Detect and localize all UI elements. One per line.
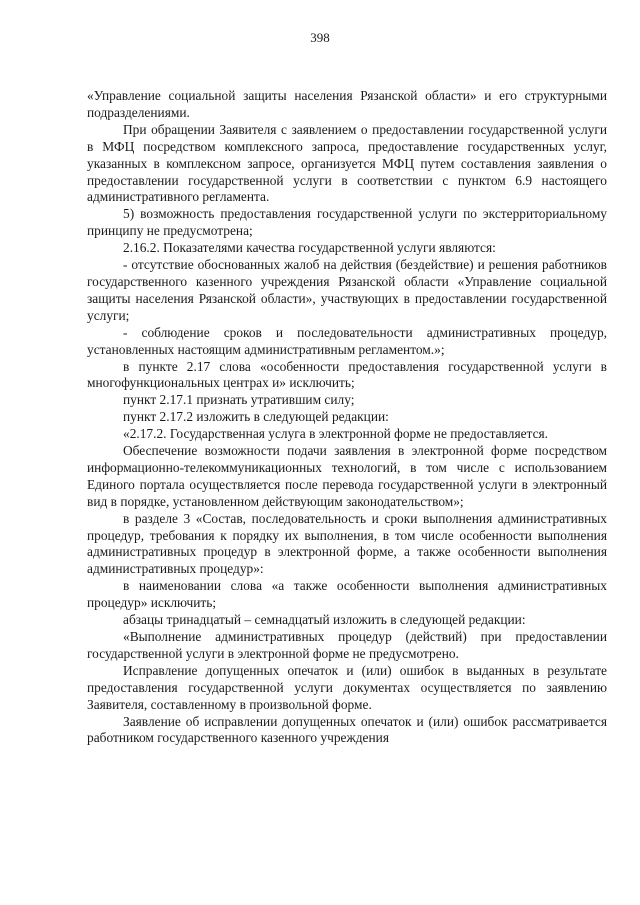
paragraph-2: При обращении Заявителя с заявлением о предоставлении государственной услуги в МФЦ посредством комплексного запроса, предоставление государственных услуг, указанных в комплексном запросе, организуется МФЦ путем составления заявления о предоставлении государственной услуги в соответствии с пунктом 6.9 настоящего административного регламента. [87,121,607,205]
paragraph-7: в пункте 2.17 слова «особенности предоставления государственной услуги в многофункциональных центрах и» исключить; [87,358,607,391]
paragraph-4: 2.16.2. Показателями качества государственной услуги являются: [123,240,496,256]
paragraph-13: в наименовании слова «а также особенности выполнения административных процедур» исключить; [87,578,607,611]
paragraph-16: Исправление допущенных опечаток и (или) ошибок в выданных в результате предоставления государственной услуги документах осуществляется по заявлению Заявителя, составленному в произвольной форме. [87,662,607,712]
paragraph-15: «Выполнение административных процедур (действий) при предоставлении государственной услуги в электронной форме не предусмотрено. [87,629,607,661]
paragraph-10: «2.17.2. Государственная услуга в электронной форме не предоставляется. [123,426,549,442]
paragraph-17: Заявление об исправлении допущенных опечаток и (или) ошибок рассматривается работником государственного казенного учреждения [87,713,607,746]
paragraph-5: - отсутствие обоснованных жалоб на действия (бездействие) и решения работников государственного казенного учреждения Рязанской области «Управление социальной защиты населения Рязанской области», участвующих в предоставлении государственной услуги; [87,257,607,323]
page-number: 398 [310,30,330,45]
paragraph-12: в разделе 3 «Состав, последовательность и сроки выполнения административных процедур, требования к порядку их выполнения, в том числе особенности выполнения административных процедур в электронной форме, а также особенности выполнения административных процедур»: [87,510,607,577]
paragraph-3: 5) возможность предоставления государственной услуги по экстерриториальному принципу не предусмотрена; [87,206,607,239]
document-body [87,88,607,747]
paragraph-14: абзацы тринадцатый – семнадцатый изложить в следующей редакции: [123,612,526,628]
paragraph-8: пункт 2.17.1 признать утратившим силу; [123,392,355,408]
paragraph-1: «Управление социальной защиты населения Рязанской области» и его структурными подразделениями. [87,88,607,120]
paragraph-6: - соблюдение сроков и последовательности административных процедур, установленных настоящим административным регламентом.»; [87,324,607,357]
paragraph-11: Обеспечение возможности подачи заявления в электронной форме посредством информационно-телекоммуникационных технологий, в том числе с использованием Единого портала осуществляется после перевода государственной услуги в электронный вид в порядке, установленном действующим законодательством»; [87,443,607,509]
paragraph-9: пункт 2.17.2 изложить в следующей редакции: [123,409,389,425]
